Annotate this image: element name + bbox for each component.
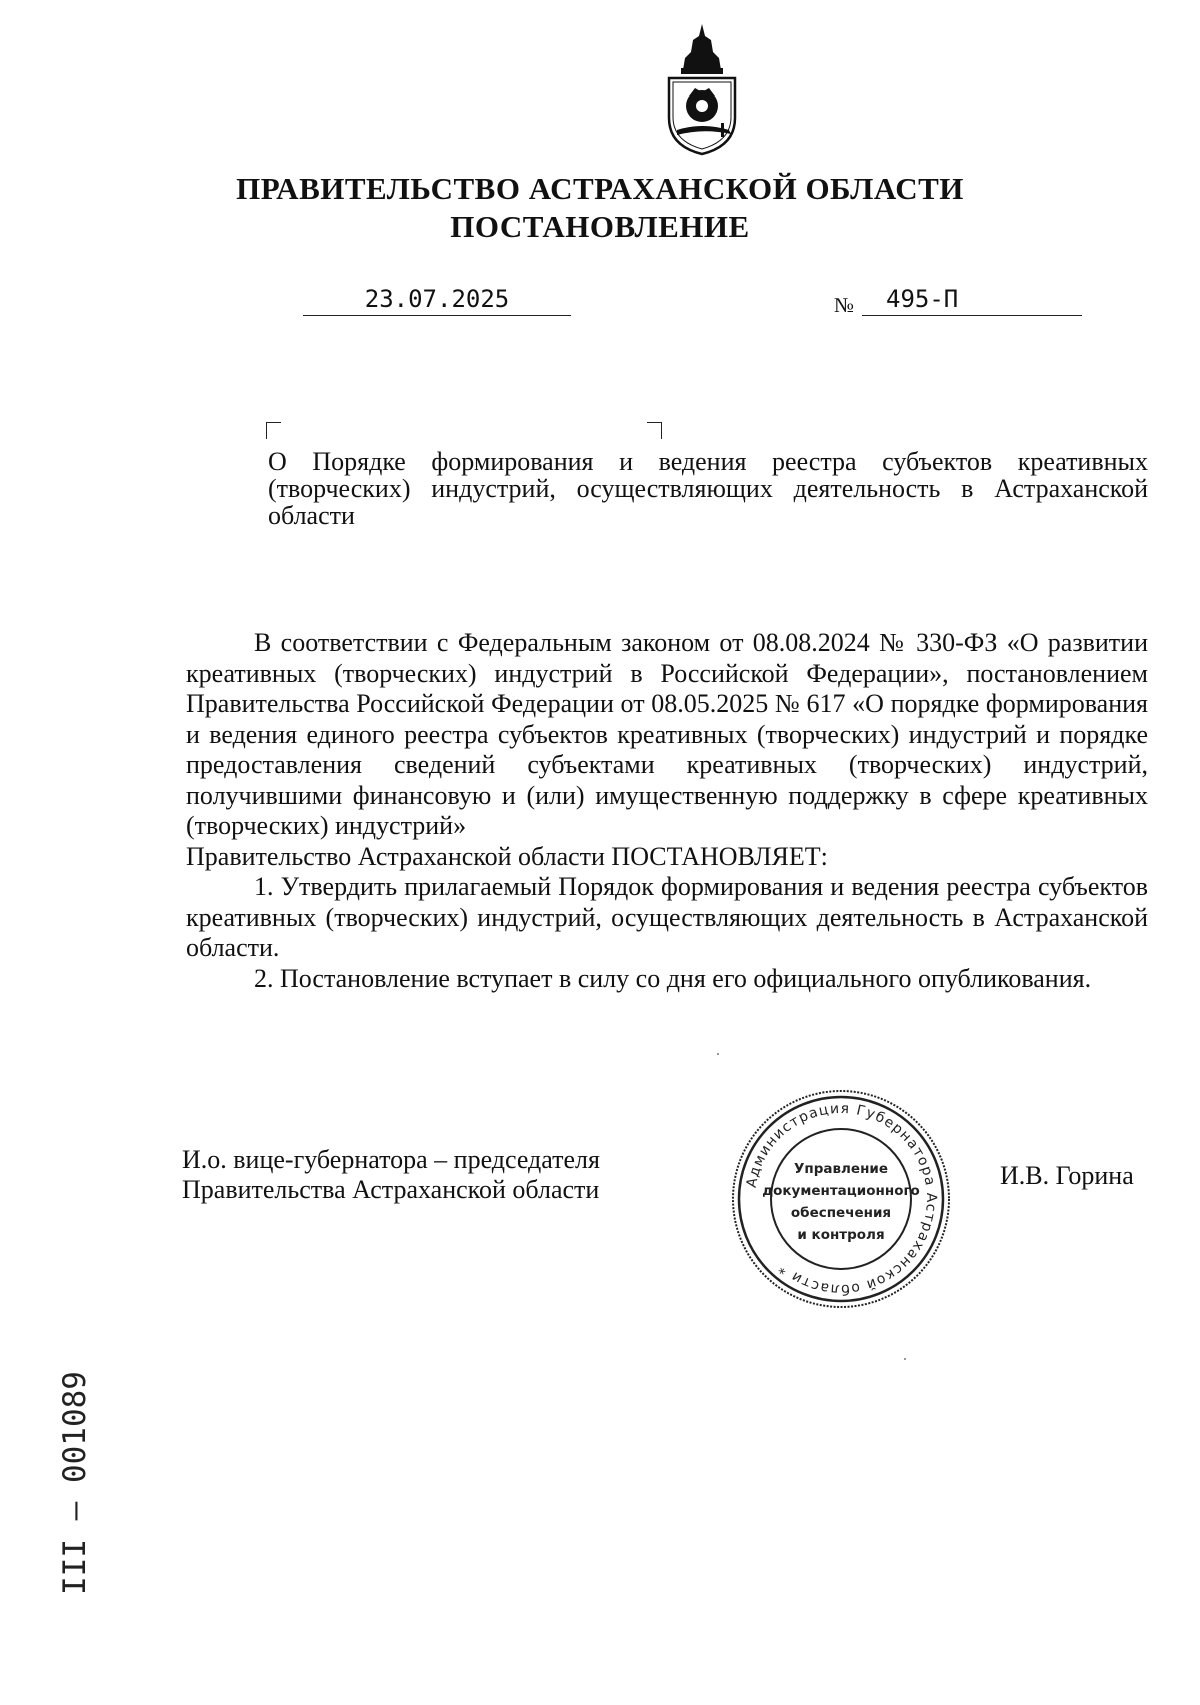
- registration-side-number: ІІІ – 001089: [57, 1371, 93, 1595]
- scan-dot: [904, 1358, 906, 1360]
- svg-text:документационного: документационного: [762, 1183, 920, 1199]
- document-subject: О Порядке формирования и ведения реестра субъектов креативных (творческих) индустрий, осуществляющих деятельность в Астраханской области: [268, 447, 1148, 530]
- organization-title: ПРАВИТЕЛЬСТВО АСТРАХАНСКОЙ ОБЛАСТИ: [236, 171, 964, 206]
- document-body: [186, 628, 1148, 994]
- svg-text:и контроля: и контроля: [797, 1227, 885, 1243]
- scan-dot: [717, 1053, 719, 1055]
- signatory-position-line: Правительства Астраханской области: [182, 1175, 600, 1204]
- document-number-field: [862, 283, 1082, 316]
- official-stamp-icon: [727, 1085, 955, 1313]
- svg-text:обеспечения: обеспечения: [790, 1205, 892, 1221]
- signatory-name: И.В. Горина: [1000, 1161, 1134, 1190]
- document-type: ПОСТАНОВЛЕНИЕ: [450, 209, 750, 244]
- svg-text:Администрация Губернатора Астр: Администрация Губернатора Астраханской области *: [743, 1100, 940, 1298]
- document-number: 495-П: [886, 285, 959, 313]
- signatory-position: [182, 1145, 662, 1205]
- resolution-item: 1. Утвердить прилагаемый Порядок формирования и ведения реестра субъектов креативных (творческих) индустрий, осуществляющих деятельность в Астраханской области.: [186, 872, 1148, 962]
- resolve-line: Правительство Астраханской области ПОСТАНОВЛЯЕТ:: [186, 841, 828, 871]
- number-label: №: [834, 293, 855, 317]
- preamble: В соответствии с Федеральным законом от 08.08.2024 № 330-ФЗ «О развитии креативных (творческих) индустрий в Российской Федерации», постановлением Правительства Российской Федерации от 08.05.2025 № 617 «О порядке формирования и ведения единого реестра субъектов креативных (творческих) индустрий и порядке предоставления сведений субъектами креативных (творческих) индустрий, получившими финансовую и (или) имущественную поддержку в сфере креативных (творческих) индустрий»: [186, 628, 1148, 840]
- coat-of-arms-icon: [659, 22, 745, 156]
- resolution-item: 2. Постановление вступает в силу со дня его официального опубликования.: [254, 963, 1092, 993]
- subject-corner-right: [647, 422, 662, 439]
- subject-corner-left: [266, 422, 281, 439]
- signatory-position-line: И.о. вице-губернатора – председателя: [182, 1145, 600, 1174]
- document-date: 23.07.2025: [303, 283, 571, 316]
- svg-text:Управление: Управление: [793, 1161, 889, 1177]
